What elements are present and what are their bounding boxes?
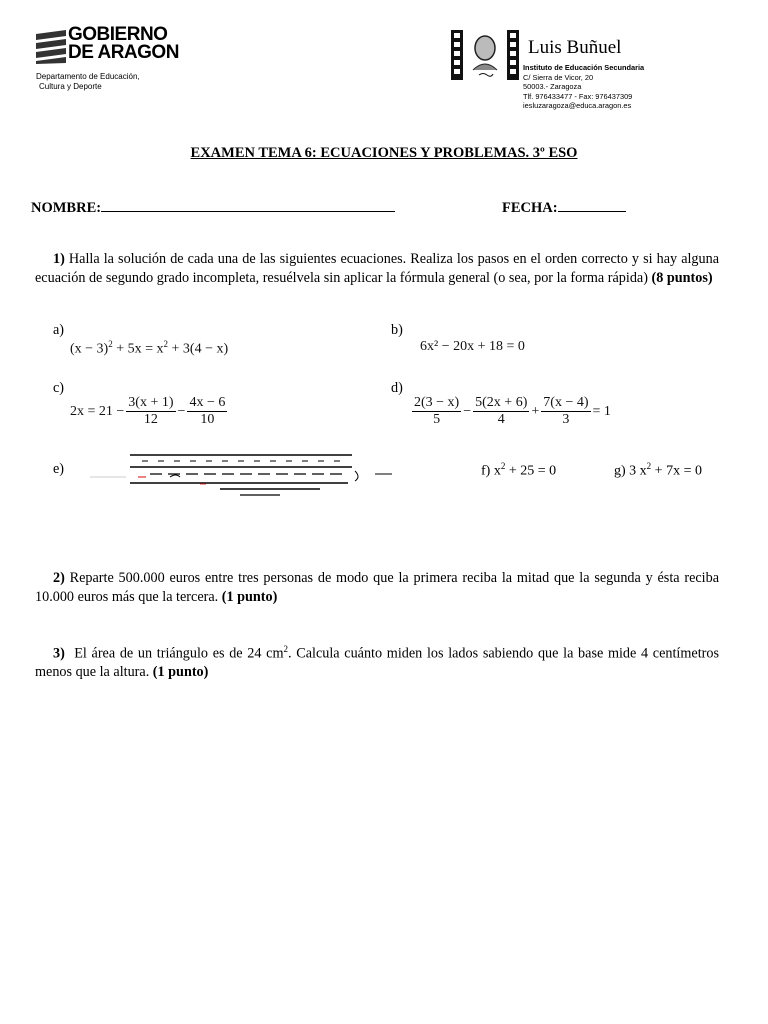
fecha-blank[interactable] [558,199,626,212]
q1-number: 1) [53,251,65,267]
item-b-equation: 6x² − 20x + 18 = 0 [420,339,525,354]
item-a-equation: $(x - 3)^2 + 5x = x^2 + 3(4 - x)$ [70,339,229,357]
q3-points: (1 punto) [152,664,209,681]
question-2 [35,569,719,606]
item-c-equation: 2x = 21 − $\frac{3(x + 1)}{12}$ − $\frac{4x - 6}{10}$ [70,395,226,427]
q3-text-pre: El área de un triángulo es de 24 cm [74,645,284,662]
item-f-eq-post: + 25 = 0 [505,463,557,479]
item-e-label: e) [53,461,65,477]
item-f-label: f) [481,463,491,479]
item-a-label: a) [53,322,65,338]
school-email: iesluzaragoza@educa.aragon.es [523,101,632,111]
item-d-label: d) [391,380,403,396]
item-g-eq-post: + 7x = 0 [651,463,702,479]
q2-number: 2) [53,570,65,586]
luis-bunuel-film-logo-icon [451,30,519,80]
item-f-eq-pre: x [493,463,501,479]
school-city: 50003.- Zaragoza [523,82,582,92]
nombre-label: NOMBRE: [31,200,102,216]
item-c-label: c) [53,380,65,396]
item-g-eq-pre: 3 x [629,463,647,479]
q3-text-post: . Calcula cuánto miden los lados sabiendo que la base mide 4 centímetros menos que la altura. [35,645,719,681]
nombre-field[interactable] [31,199,395,217]
school-phone: Tlf. 976433477 - Fax: 976437309 [523,91,633,101]
exam-title: EXAMEN TEMA 6: ECUACIONES Y PROBLEMAS. 3º ESO [190,145,578,161]
school-info [523,63,644,111]
question-1 [35,250,719,287]
logo-line-2: DE ARAGON [68,42,179,63]
item-g-label: g) [614,463,626,479]
question-3: 3) El área de un triángulo es de 24 $cm^2$. Calcula cuánto miden los lados sabiendo que la base mide 4 centímetros menos que la altura. (1 punto) [35,644,719,681]
q1-points: (8 puntos) [651,269,713,286]
nombre-blank[interactable] [101,199,395,212]
q3-number: 3) [53,645,65,662]
logo-line-1: GOBIERNO [68,24,168,45]
item-b-label: b) [391,322,403,338]
item-e-equation-garbled [90,447,400,499]
q2-text: Reparte 500.000 euros entre tres personas de modo que la primera reciba la mitad que la segunda y ésta reciba 10.000 euros más que la tercera. [35,570,720,605]
item-g: g) 3 $x^2 + 7x = 0$ [614,461,702,479]
item-f: f) $x^2 + 25 = 0$ [481,461,557,479]
item-d-equation: $\frac{2(3 - x)}{5}$ − $\frac{5(2x + 6)}{4}$ + $\frac{7(x - 4)}{3}$ = 1 [414,395,611,427]
q2-points: (1 punto) [221,588,278,605]
gobierno-aragon-logo-icon [36,30,66,64]
dept-line-1: Departamento de Educación, [36,72,140,81]
school-name: Luis Buñuel [528,37,622,58]
department-text [36,72,140,92]
school-address: C/ Sierra de Vicor, 20 [523,72,594,82]
q1-text: Halla la solución de cada una de las siguientes ecuaciones. Realiza los pasos en el orden correcto y si hay alguna ecuación de segundo grado incompleta, resuélvela sin aplicar la fórmula general (o sea, por la forma rápida) [35,251,720,286]
dept-line-2: Cultura y Deporte [39,82,102,91]
gobierno-aragon-wordmark [68,26,179,62]
fecha-label: FECHA: [502,200,558,216]
fecha-field[interactable] [502,199,626,217]
school-type: Instituto de Educación Secundaria [523,63,645,72]
